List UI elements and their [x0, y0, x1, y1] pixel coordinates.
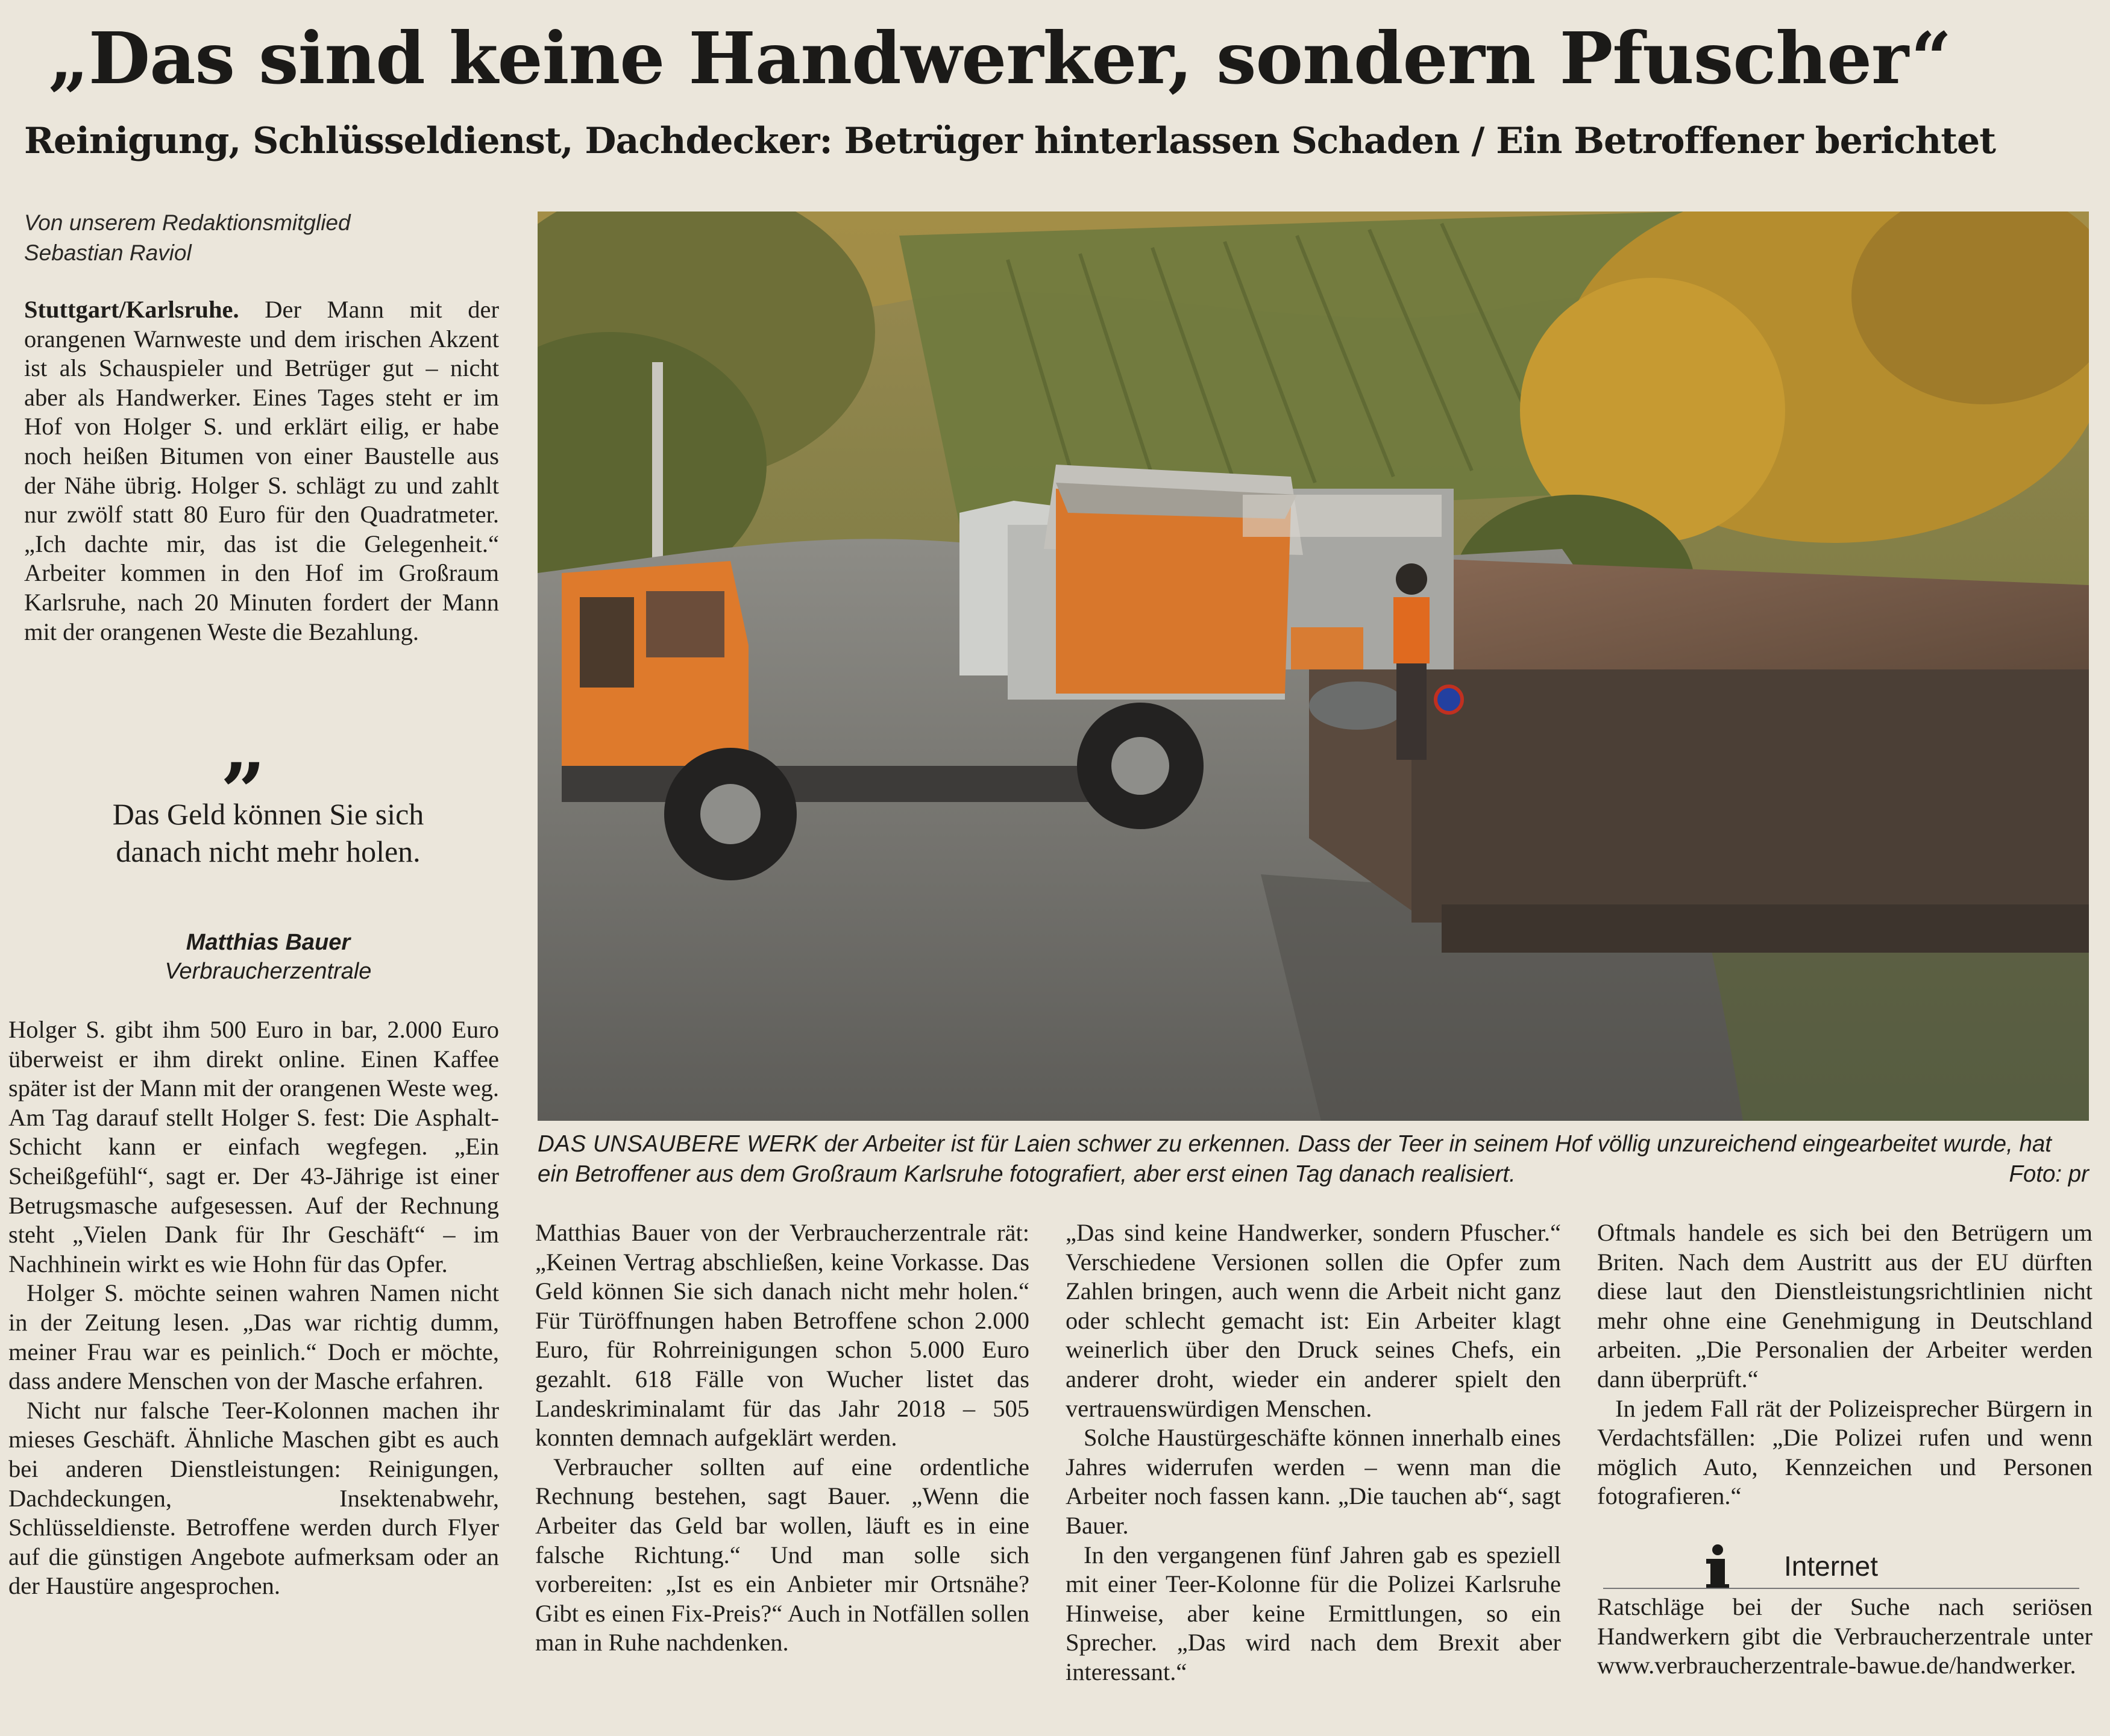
truck-yard-photo — [538, 212, 2089, 1121]
byline-author: Sebastian Raviol — [24, 240, 192, 265]
paragraph: Matthias Bauer von der Verbraucherzentrale rät: „Keinen Vertrag abschließen, keine Vorkasse. Das Geld können Sie sich danach nicht mehr holen.“ Für Türöffnungen haben Betroffene schon 2.000 Euro, für Rohrreinigungen schon 5.000 Euro gezahlt. 618 Fälle von Wucher listet das Landeskriminalamt für das Jahr 2018 – 505 konnten demnach aufgeklärt werden. — [535, 1219, 1029, 1452]
paragraph: Oftmals handele es sich bei den Betrügern um Briten. Nach dem Austritt aus der EU dürften diese laut den Dienstleistungsrichtlinien nicht mehr ohne eine Genehmigung in Deutschland arbeiten. „Die Personalien der Arbeiter werden dann überprüft.“ — [1597, 1219, 2093, 1393]
paragraph: In jedem Fall rät der Polizeisprecher Bürgern in Verdachtsfällen: „Die Polizei rufen und wenn möglich Auto, Kennzeichen und Personen fotografieren.“ — [1597, 1394, 2093, 1510]
headline: „Das sind keine Handwerker, sondern Pfuscher“ — [48, 16, 1951, 100]
paragraph: In den vergangenen fünf Jahren gab es speziell mit einer Teer-Kolonne für die Polizei Karlsruhe Hinweise, aber keine Ermittlungen, so ein Sprecher. „Das wird nach dem Brexit aber interessant.“ — [1066, 1541, 1561, 1685]
article-column-1-bottom — [8, 1015, 499, 1601]
pullquote-role: Verbraucherzentrale — [165, 959, 372, 984]
pullquote-mark: „ — [222, 701, 267, 793]
pullquote-attribution — [72, 928, 464, 986]
paragraph: „Das sind keine Handwerker, sondern Pfuscher.“ Verschiedene Versionen sollen die Opfer zum Zahlen bringen, auch wenn die Arbeit nicht ganz oder schlecht gemacht ist: Ein Arbeiter klagt weinerlich über den Druck seines Chefs, ein anderer droht, wieder ein anderer spielt den vertrauenswürdigen Menschen. — [1066, 1219, 1561, 1422]
paragraph: Holger S. gibt ihm 500 Euro in bar, 2.000 Euro überweist er ihm direkt online. Einen Kaffee später ist der Mann mit der orangenen Weste weg. Am Tag darauf stellt Holger S. fest: Die Asphalt-Schicht kann er einfach wegfegen. „Ein Scheißgefühl“, sagt er. Der 43-Jährige ist einer Betrugsmasche aufgesessen. Auf der Rechnung steht „Vielen Dank für Ihr Geschäft“ – im Nachhinein wirkt es wie Hohn für das Opfer. — [8, 1016, 499, 1277]
article-column-4 — [1597, 1218, 2093, 1511]
info-icon — [1703, 1544, 1733, 1590]
byline — [24, 208, 518, 268]
article-column-2 — [535, 1218, 1029, 1658]
article-column-3 — [1066, 1218, 1561, 1687]
article-photo — [538, 212, 2089, 1121]
infobox-label: Internet — [1784, 1550, 1878, 1582]
photo-caption — [538, 1129, 2089, 1189]
subheadline: Reinigung, Schlüsseldienst, Dachdecker: Betrüger hinterlassen Schaden / Ein Betroffener berichtet — [24, 120, 1995, 162]
paragraph: Verbraucher sollten auf eine ordentliche Rechnung bestehen, sagt Bauer. „Wenn die Arbeiter das Geld bar wollen, läuft es in eine falsche Richtung.“ Und man solle sich vorbereiten: „Ist es ein Anbieter mir Ortsnähe? Gibt es einen Fix-Preis?“ Auch in Notfällen sollen man in Ruhe nachdenken. — [535, 1453, 1029, 1656]
lead-paragraph — [24, 295, 499, 647]
pullquote-text: Das Geld können Sie sich danach nicht mehr holen. — [112, 797, 424, 868]
caption-lead: DAS UNSAUBERE WERK — [538, 1131, 818, 1157]
article-column-1-top — [24, 295, 499, 647]
photo-credit: Foto: pr — [2009, 1161, 2089, 1187]
paragraph: Nicht nur falsche Teer-Kolonnen machen ihr mieses Geschäft. Ähnliche Maschen gibt es auch bei anderen Dienstleistungen: Reinigungen, Dachdeckungen, Insektenabwehr, Schlüsseldienste. Betroffene werden durch Flyer auf die günstigen Angebote aufmerksam oder an der Haustüre angesprochen. — [8, 1396, 499, 1600]
infobox-text: Ratschläge bei der Suche nach seriösen Handwerkern gibt die Verbraucherzentrale unter www.verbraucherzentrale-bawue.de/handwerker. — [1597, 1593, 2093, 1679]
infobox-header — [1603, 1546, 2085, 1582]
dateline: Stuttgart/Karlsruhe. — [24, 296, 239, 323]
lead-text: Der Mann mit der orangenen Warnweste und dem irischen Akzent ist als Schauspieler und Betrüger gut – nicht aber als Handwerker. Eines Tages steht er im Hof von Holger S. und erklärt eilig, er habe noch heißen Bitumen von einer Baustelle aus der Nähe übrig. Holger S. schlägt zu und zahlt nur zwölf statt 80 Euro für den Quadratmeter. „Ich dachte mir, das ist die Gelegenheit.“ Arbeiter kommen in den Hof im Großraum Karlsruhe, nach 20 Minuten fordert der Mann mit der orangenen Weste die Bezahlung. — [24, 296, 499, 645]
paragraph: Solche Haustürgeschäfte können innerhalb eines Jahres widerrufen werden – wenn man die Arbeiter noch fassen kann. „Die tauchen ab“, sagt Bauer. — [1066, 1424, 1561, 1539]
caption-text: der Arbeiter ist für Laien schwer zu erkennen. Dass der Teer in seinem Hof völlig unzureichend eingearbeitet wurde, hat ein Betroffener aus dem Großraum Karlsruhe fotografiert, aber erst einen Tag danach realisiert. — [538, 1131, 2052, 1187]
byline-line1: Von unserem Redaktionsmitglied — [24, 210, 351, 235]
pullquote-author: Matthias Bauer — [186, 930, 351, 955]
paragraph: Holger S. möchte seinen wahren Namen nicht in der Zeitung lesen. „Das war richtig dumm, meiner Frau war es peinlich.“ Doch er möchte, dass andere Menschen von der Masche erfahren. — [8, 1279, 499, 1395]
infobox-divider — [1603, 1588, 2079, 1589]
